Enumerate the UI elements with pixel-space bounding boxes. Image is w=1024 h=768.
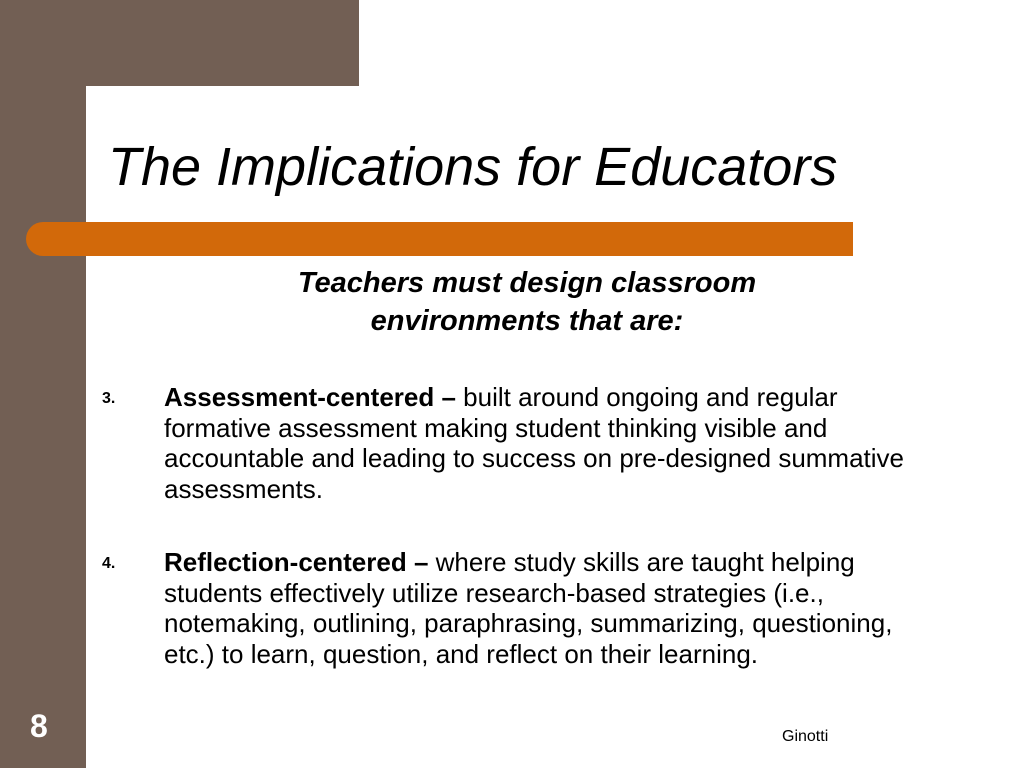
item-body — [164, 382, 934, 504]
accent-bar — [26, 222, 853, 256]
item-heading: Reflection-centered – — [164, 547, 429, 577]
item-heading: Assessment-centered – — [164, 382, 456, 412]
subtitle-line-1: Teachers must design classroom — [297, 267, 757, 299]
footer-author: Ginotti — [782, 728, 829, 745]
item-number: 3. — [102, 390, 116, 407]
item-description: built around ongoing and regular formative assessment making student thinking visible and accountable and leading to success on pre-designed summative assessments. — [164, 382, 905, 504]
slide-number: 8 — [30, 708, 48, 744]
item-description: where study skills are taught helping students effectively utilize research-based strategies (i.e., notemaking, outlining, paraphrasing, summarizing, questioning, etc.) to learn, question, and reflect on their learning. — [164, 547, 893, 669]
item-body — [164, 547, 934, 669]
left-frame-band — [0, 0, 86, 768]
top-frame-band — [0, 0, 359, 86]
subtitle-line-2: environments that are: — [370, 305, 684, 337]
slide-title: The Implications for Educators — [108, 137, 838, 197]
item-number: 4. — [102, 555, 116, 572]
slide-subtitle — [160, 264, 894, 340]
